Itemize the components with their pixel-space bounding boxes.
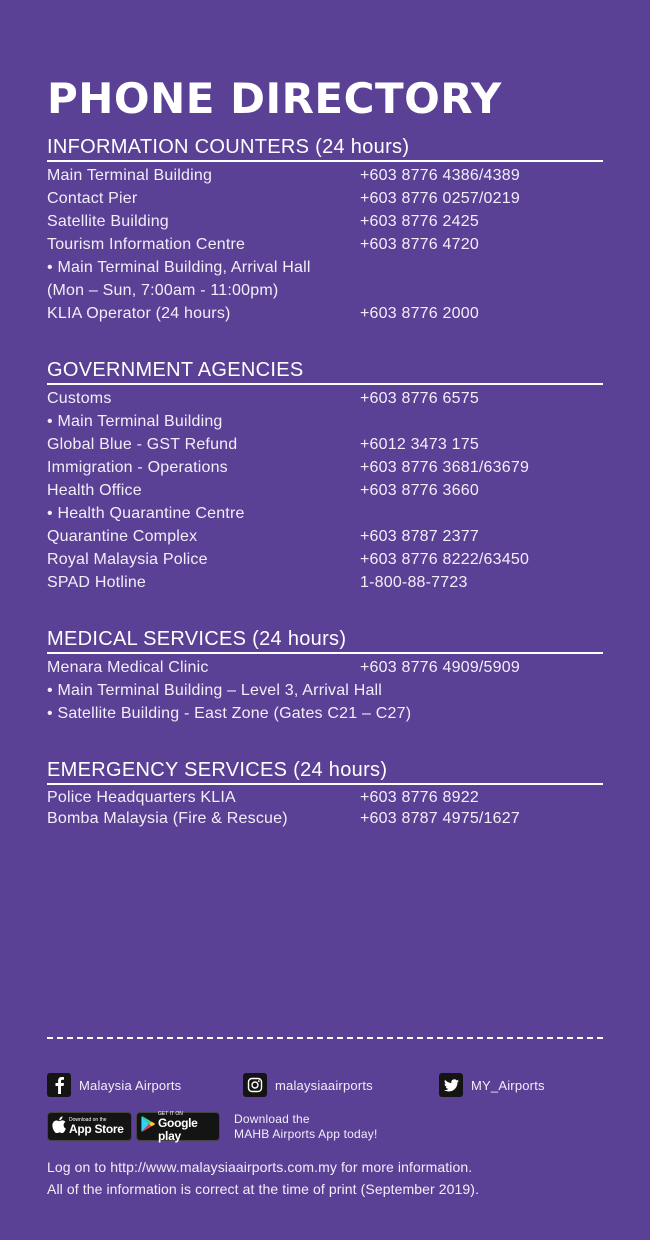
phone-number[interactable]: 1-800-88-7723: [360, 574, 468, 591]
directory-list: [47, 387, 603, 594]
directory-row: [47, 187, 603, 210]
section-heading: INFORMATION COUNTERS (24 hours): [47, 134, 603, 162]
section-government-agencies: [47, 357, 603, 594]
row-label: • Main Terminal Building, Arrival Hall: [47, 259, 311, 276]
section-emergency-services: [47, 757, 603, 829]
directory-row: [47, 808, 603, 829]
google-play-icon: [141, 1116, 155, 1137]
row-label: Royal Malaysia Police: [47, 551, 208, 568]
row-label: Bomba Malaysia (Fire & Rescue): [47, 810, 288, 827]
row-label: Police Headquarters KLIA: [47, 789, 236, 806]
row-label: Health Office: [47, 482, 142, 499]
directory-row: [47, 702, 603, 725]
directory-row: [47, 233, 603, 256]
section-information-counters: [47, 134, 603, 325]
dashed-divider: [47, 1037, 603, 1039]
footer-note: [47, 1156, 479, 1200]
app-promo-text: [234, 1112, 378, 1142]
row-label: SPAD Hotline: [47, 574, 147, 591]
directory-row: [47, 433, 603, 456]
row-label: KLIA Operator (24 hours): [47, 305, 231, 322]
directory-row: [47, 502, 603, 525]
website-link[interactable]: Log on to http://www.malaysiaairports.com.my for more information.: [47, 1159, 473, 1175]
facebook-icon: [47, 1073, 71, 1097]
instagram-icon: [243, 1073, 267, 1097]
directory-row: [47, 210, 603, 233]
app-store-badge[interactable]: [47, 1112, 132, 1141]
row-label: Tourism Information Centre: [47, 236, 246, 253]
row-label: Quarantine Complex: [47, 528, 198, 545]
row-label: (Mon – Sun, 7:00am - 11:00pm): [47, 282, 279, 299]
twitter-icon: [439, 1073, 463, 1097]
instagram-handle: malaysiaairports: [275, 1077, 373, 1093]
row-label: Contact Pier: [47, 190, 138, 207]
facebook-link[interactable]: [47, 1072, 181, 1098]
section-heading: GOVERNMENT AGENCIES: [47, 357, 603, 385]
row-label: Customs: [47, 390, 112, 407]
phone-number[interactable]: +603 8776 3660: [360, 482, 479, 499]
directory-row: [47, 548, 603, 571]
row-label: • Main Terminal Building: [47, 413, 223, 430]
instagram-link[interactable]: [243, 1072, 373, 1098]
twitter-link[interactable]: [439, 1072, 545, 1098]
section-medical-services: [47, 626, 603, 725]
app-store-label: App Store: [69, 1122, 124, 1136]
directory-list: [47, 787, 603, 829]
directory-row: [47, 410, 603, 433]
row-label: Menara Medical Clinic: [47, 659, 209, 676]
directory-row: [47, 571, 603, 594]
phone-number[interactable]: +603 8776 4720: [360, 236, 479, 253]
page-title: PHONE DIRECTORY: [47, 74, 502, 123]
directory-row: [47, 679, 603, 702]
facebook-handle: Malaysia Airports: [79, 1077, 182, 1093]
row-label: Global Blue - GST Refund: [47, 436, 238, 453]
phone-number[interactable]: +603 8776 8922: [360, 789, 479, 806]
directory-row: [47, 656, 603, 679]
google-play-caption: GET IT ON: [158, 1110, 183, 1117]
phone-number[interactable]: +6012 3473 175: [360, 436, 479, 453]
section-heading: MEDICAL SERVICES (24 hours): [47, 626, 603, 654]
google-play-badge[interactable]: [136, 1112, 220, 1141]
directory-row: [47, 256, 603, 279]
directory-list: [47, 656, 603, 725]
directory-row: [47, 164, 603, 187]
row-label: Satellite Building: [47, 213, 169, 230]
directory-row: [47, 787, 603, 808]
directory-row: [47, 479, 603, 502]
directory-row: [47, 387, 603, 410]
google-play-label: Google play: [158, 1115, 198, 1143]
phone-number[interactable]: +603 8776 6575: [360, 390, 479, 407]
app-promo-line: Download the: [234, 1112, 310, 1126]
row-label: Main Terminal Building: [47, 167, 213, 184]
app-promo-line: MAHB Airports App today!: [234, 1127, 378, 1141]
phone-number[interactable]: +603 8787 4975/1627: [360, 810, 520, 827]
phone-number[interactable]: +603 8776 0257/0219: [360, 190, 520, 207]
disclaimer: All of the information is correct at the time of print (September 2019).: [47, 1181, 480, 1197]
apple-icon: [52, 1116, 66, 1138]
phone-number[interactable]: +603 8776 4386/4389: [360, 167, 520, 184]
directory-row: [47, 279, 603, 302]
section-heading: EMERGENCY SERVICES (24 hours): [47, 757, 603, 785]
directory-row: [47, 456, 603, 479]
phone-number[interactable]: +603 8776 3681/63679: [360, 459, 530, 476]
directory-list: [47, 164, 603, 325]
twitter-handle: MY_Airports: [471, 1077, 545, 1093]
directory-row: [47, 302, 603, 325]
row-label: Immigration - Operations: [47, 459, 228, 476]
phone-number[interactable]: +603 8776 8222/63450: [360, 551, 530, 568]
row-label: • Health Quarantine Centre: [47, 505, 245, 522]
app-store-caption: Download on the: [69, 1117, 107, 1123]
phone-number[interactable]: +603 8776 2425: [360, 213, 479, 230]
row-label: • Satellite Building - East Zone (Gates C21 – C27): [47, 705, 412, 722]
phone-number[interactable]: +603 8776 4909/5909: [360, 659, 520, 676]
directory-row: [47, 525, 603, 548]
phone-number[interactable]: +603 8776 2000: [360, 305, 479, 322]
row-label: • Main Terminal Building – Level 3, Arrival Hall: [47, 682, 383, 699]
phone-number[interactable]: +603 8787 2377: [360, 528, 479, 545]
